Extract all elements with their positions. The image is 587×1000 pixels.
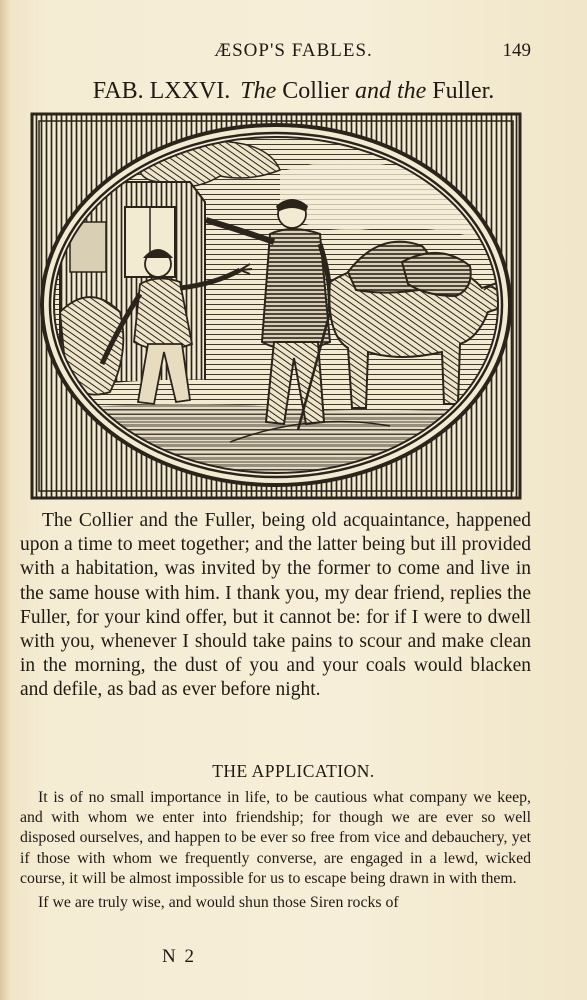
woodcut-illustration (30, 112, 522, 500)
fable-title-word-1: The (240, 78, 277, 104)
fable-paragraph: The Collier and the Fuller, being old acquaintance, happened upon a time to meet together; and the latter being but ill provided with a habitation, was invited by the former to come and live in the same house with him. I thank you, my dear friend, replies the Fuller, for your kind offer, but it cannot be: for if I were to dwell with you, whenever I should take pains to scour and make clean in the morning, the dust of you and your coals would blacken and defile, as bad as ever before night. (20, 510, 531, 701)
fable-number: FAB. LXXVI. (92, 78, 231, 104)
application-heading: THE APPLICATION. (212, 761, 375, 781)
fable-title-word-4: the (396, 78, 427, 104)
running-head (0, 40, 587, 68)
fable-title-word-3: and (354, 78, 391, 104)
page-number: 149 (502, 40, 531, 61)
application-text (20, 788, 531, 913)
fable-text (20, 509, 531, 703)
page-gutter-shadow (0, 0, 10, 1000)
running-title: ÆSOP'S FABLES. (214, 40, 373, 61)
signature-mark: N 2 (162, 946, 196, 967)
fable-title-word-5: Fuller. (432, 78, 495, 104)
fable-title (0, 78, 587, 105)
woodcut-svg (30, 112, 522, 500)
application-paragraph-2: If we are truly wise, and would shun those Siren rocks of (38, 894, 399, 912)
application-paragraph-1: It is of no small importance in life, to be cautious what company we keep, and with whom we enter into friendship; for though we are ever so well disposed ourselves, and happen to be ever so free from vice and debauchery, yet if those with whom we frequently converse, are engaged in a lewd, wicked course, it will be almost impossible for us to escape being drawn in with them. (20, 789, 531, 887)
fable-title-word-2: Collier (282, 78, 349, 104)
